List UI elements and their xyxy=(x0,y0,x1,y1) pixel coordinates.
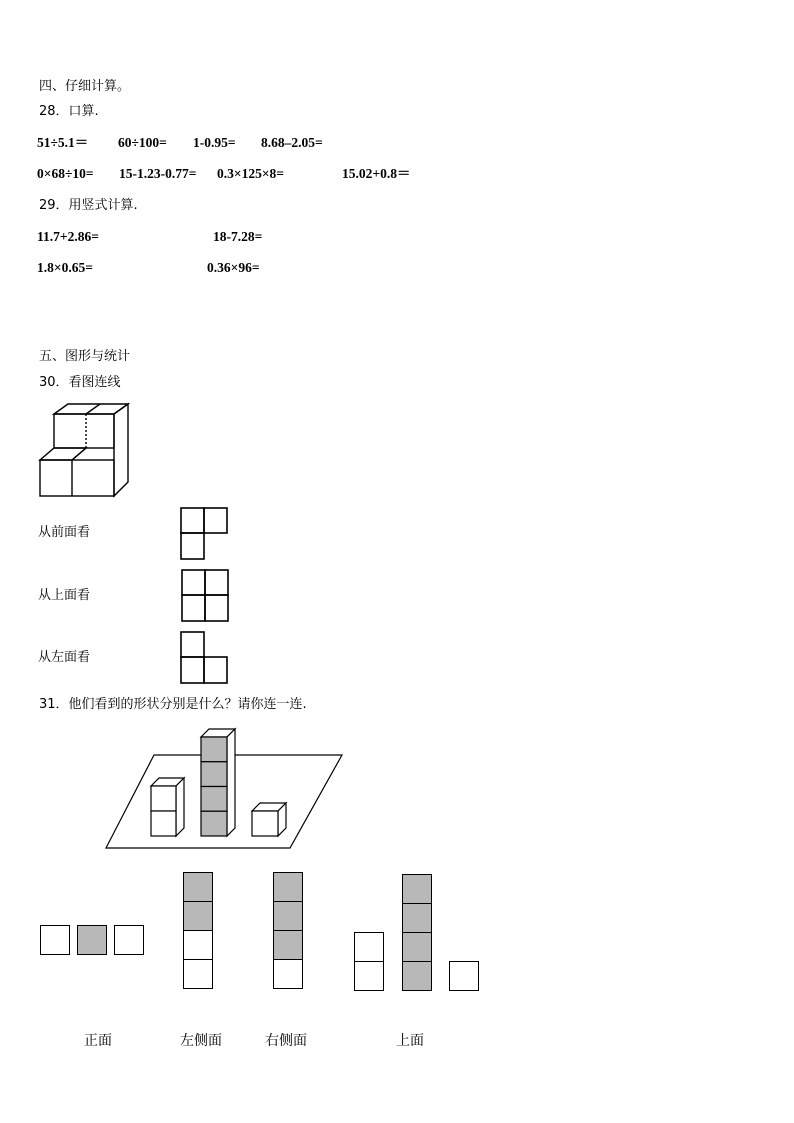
q28-expr-6: 15-1.23-0.77= xyxy=(119,166,197,181)
q28-expr-4: 8.68–2.05= xyxy=(261,135,323,150)
q28-expr-1: 51÷5.1＝ xyxy=(37,135,89,150)
view-label-front: 从前面看 xyxy=(38,525,91,540)
q28-expr-5: 0×68÷10= xyxy=(37,166,94,181)
view-grid-front[interactable] xyxy=(180,507,230,561)
option-front-cell-1[interactable] xyxy=(40,925,70,955)
option-top-cell-6[interactable] xyxy=(402,961,432,991)
view-grid-left[interactable] xyxy=(180,631,230,685)
cube-stack-figure xyxy=(38,402,133,498)
option-left-cell-1[interactable] xyxy=(183,872,213,902)
option-right-cell-4[interactable] xyxy=(273,959,303,989)
section-5-title: 五、图形与统计 xyxy=(39,349,131,364)
option-top-cell-2[interactable] xyxy=(354,961,384,991)
view-grid-top[interactable] xyxy=(181,569,231,623)
option-left-cell-4[interactable] xyxy=(183,959,213,989)
question-28-label: 28．口算. xyxy=(39,104,99,119)
option-top-cell-7[interactable] xyxy=(449,961,479,991)
question-29-label: 29．用竖式计算. xyxy=(39,198,138,213)
question-31-label: 31．他们看到的形状分别是什么？请你连一连. xyxy=(39,697,307,712)
option-right-cell-2[interactable] xyxy=(273,901,303,931)
q28-expr-3: 1-0.95= xyxy=(193,135,236,150)
option-left-cell-3[interactable] xyxy=(183,930,213,960)
q29-expr-2: 18-7.28= xyxy=(213,229,263,244)
option-top-cell-5[interactable] xyxy=(402,932,432,962)
block-scene-figure xyxy=(104,728,346,852)
caption-front: 正面 xyxy=(84,1033,112,1049)
option-top-cell-4[interactable] xyxy=(402,903,432,933)
option-top-cell-1[interactable] xyxy=(354,932,384,962)
option-left-cell-2[interactable] xyxy=(183,901,213,931)
option-right-cell-1[interactable] xyxy=(273,872,303,902)
q28-expr-7: 0.3×125×8= xyxy=(217,166,284,181)
view-label-top: 从上面看 xyxy=(38,588,91,603)
caption-right-side: 右侧面 xyxy=(265,1033,307,1049)
q29-expr-1: 11.7+2.86= xyxy=(37,229,99,244)
question-30-label: 30．看图连线 xyxy=(39,375,121,390)
q29-expr-4: 0.36×96= xyxy=(207,260,260,275)
caption-left-side: 左侧面 xyxy=(180,1033,222,1049)
caption-top: 上面 xyxy=(396,1033,424,1049)
option-right-cell-3[interactable] xyxy=(273,930,303,960)
option-front-cell-2[interactable] xyxy=(77,925,107,955)
q29-expr-3: 1.8×0.65= xyxy=(37,260,93,275)
q28-expr-2: 60÷100= xyxy=(118,135,167,150)
option-top-cell-3[interactable] xyxy=(402,874,432,904)
view-label-left: 从左面看 xyxy=(38,650,91,665)
section-4-title: 四、仔细计算。 xyxy=(39,79,131,94)
option-front-cell-3[interactable] xyxy=(114,925,144,955)
q28-expr-8: 15.02+0.8＝ xyxy=(342,166,411,181)
